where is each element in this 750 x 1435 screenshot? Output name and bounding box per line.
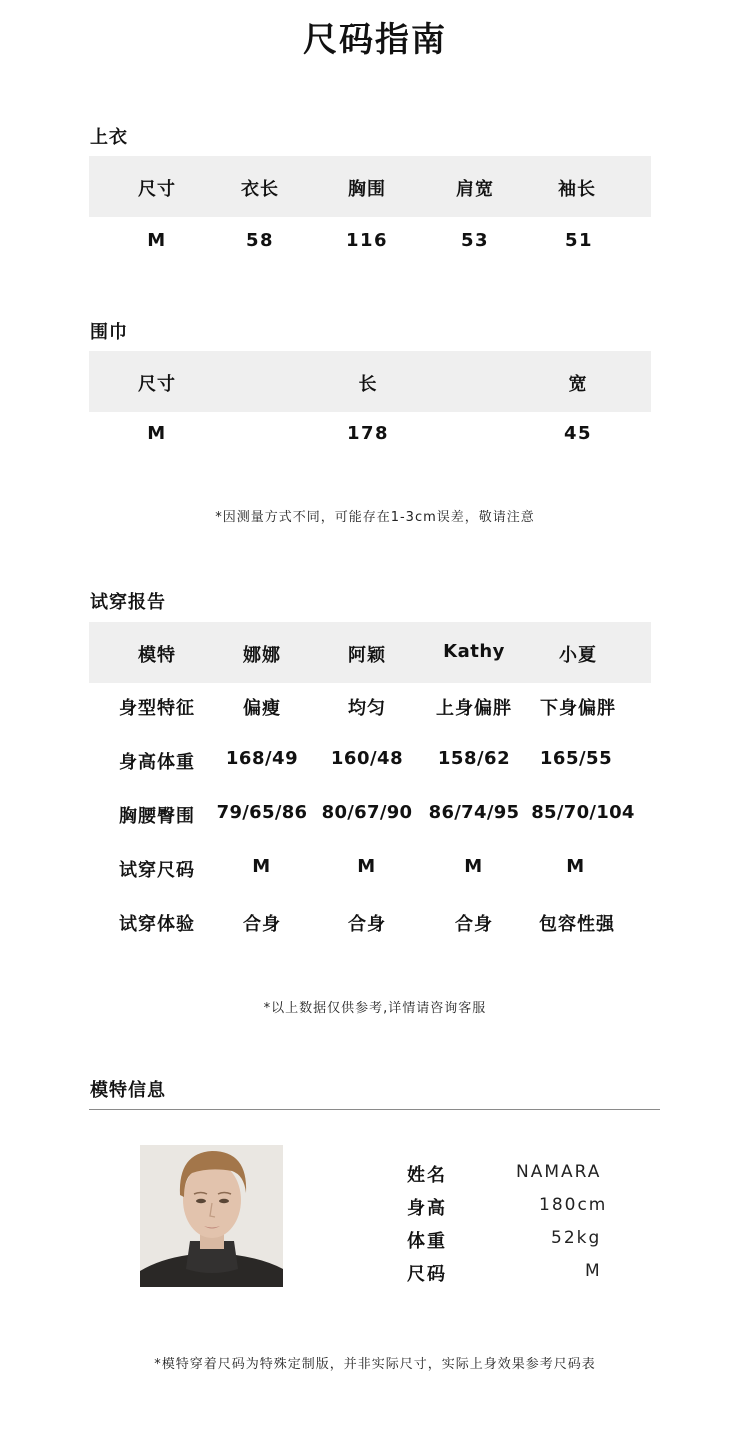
fitting-row-label: 身型特征 [119, 698, 195, 719]
top-table-header [89, 156, 651, 217]
top-header-cell: 肩宽 [456, 179, 494, 200]
top-cell: 51 [564, 230, 594, 251]
fitting-cell: 合身 [243, 914, 281, 935]
top-cell: M [147, 230, 167, 251]
fitting-header-cell: Kathy [443, 641, 505, 662]
fitting-cell: 165/55 [539, 748, 613, 769]
fitting-cell: 79/65/86 [216, 802, 308, 823]
fitting-cell: 下身偏胖 [540, 698, 616, 719]
fitting-cell: 合身 [455, 914, 493, 935]
scarf-cell: 45 [563, 423, 593, 444]
top-header-cell: 袖长 [558, 179, 596, 200]
fitting-cell: 86/74/95 [428, 802, 520, 823]
fitting-table-header [89, 622, 651, 683]
scarf-header-cell: 长 [358, 374, 378, 395]
fitting-cell: 均匀 [348, 698, 386, 719]
fitting-row-label: 试穿体验 [119, 914, 195, 935]
model-weight-value: 52kg [551, 1228, 602, 1248]
scarf-header-cell: 宽 [568, 374, 588, 395]
top-table-row [89, 217, 651, 267]
fitting-cell: 上身偏胖 [436, 698, 512, 719]
scarf-cell: 178 [346, 423, 390, 444]
top-header-cell: 衣长 [241, 179, 279, 200]
fitting-cell: M [252, 856, 272, 877]
fitting-cell: M [357, 856, 377, 877]
fitting-cell: 168/49 [225, 748, 299, 769]
top-cell: 116 [345, 230, 389, 251]
fitting-cell: 80/67/90 [321, 802, 413, 823]
fitting-table-body [89, 683, 651, 953]
fitting-row-label: 试穿尺码 [119, 860, 195, 881]
model-size-label: 尺码 [407, 1264, 447, 1285]
fitting-cell: 合身 [348, 914, 386, 935]
fitting-cell: 85/70/104 [531, 802, 635, 823]
model-height-value: 180cm [539, 1195, 608, 1215]
model-weight-label: 体重 [407, 1231, 447, 1252]
scarf-cell: M [147, 423, 167, 444]
fitting-header-cell: 小夏 [559, 645, 597, 666]
fitting-header-cell: 模特 [138, 645, 176, 666]
fitting-header-cell: 娜娜 [243, 645, 281, 666]
top-header-cell: 尺寸 [138, 179, 176, 200]
scarf-header-cell: 尺寸 [138, 374, 176, 395]
top-cell: 58 [245, 230, 275, 251]
scarf-section-label: 围巾 [90, 322, 128, 343]
fitting-cell: 偏瘦 [243, 698, 281, 719]
scarf-table-header [89, 351, 651, 412]
fitting-cell: 包容性强 [539, 914, 615, 935]
section-divider [89, 1109, 660, 1110]
fitting-header-cell: 阿颖 [348, 645, 386, 666]
fitting-cell: M [566, 856, 586, 877]
fitting-row-label: 胸腰臀围 [119, 806, 195, 827]
model-height-label: 身高 [407, 1198, 447, 1219]
measurement-note: *因测量方式不同，可能存在1-3cm误差，敬请注意 [215, 510, 535, 525]
model-name-value: NAMARA [516, 1162, 602, 1182]
fitting-cell: M [464, 856, 484, 877]
fitting-cell: 158/62 [437, 748, 511, 769]
top-header-cell: 胸围 [348, 179, 386, 200]
scarf-table-row [89, 412, 651, 462]
model-portrait-image [140, 1145, 283, 1287]
fitting-cell: 160/48 [330, 748, 404, 769]
reference-note: *以上数据仅供参考,详情请咨询客服 [263, 1001, 487, 1016]
model-size-value: M [585, 1261, 602, 1281]
fitting-row-label: 身高体重 [119, 752, 195, 773]
model-photo [140, 1145, 283, 1287]
top-section-label: 上衣 [90, 127, 128, 148]
fitting-section-label: 试穿报告 [90, 592, 166, 613]
top-cell: 53 [460, 230, 490, 251]
model-name-label: 姓名 [407, 1165, 447, 1186]
model-size-note: *模特穿着尺码为特殊定制版，并非实际尺寸，实际上身效果参考尺码表 [154, 1357, 596, 1372]
model-section-label: 模特信息 [90, 1080, 166, 1101]
page-title: 尺码指南 [303, 20, 447, 60]
